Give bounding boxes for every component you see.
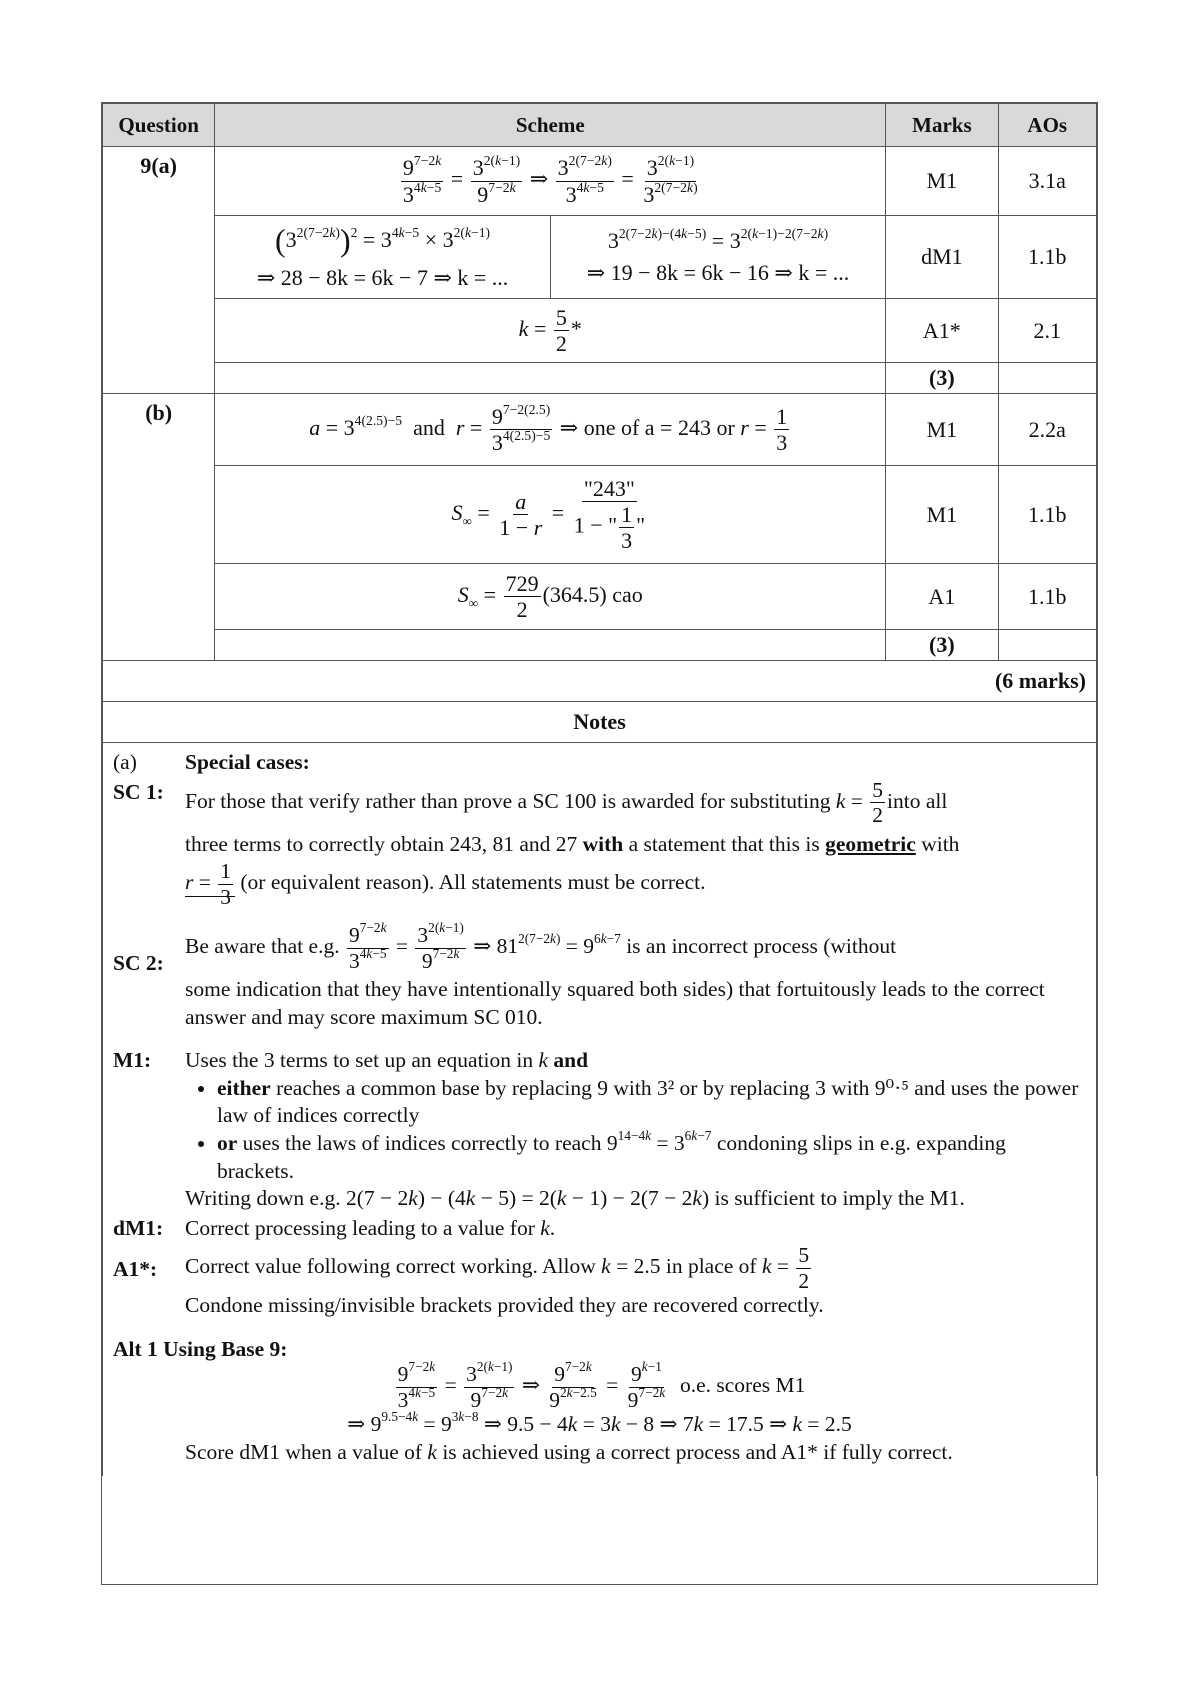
mark-scheme-table bbox=[102, 103, 1097, 1476]
note-sc2: SC 2: Be aware that e.g. $\frac{9^{7-2k}}{3^{4k-5}}$ = $\frac{3^{2(k-1)}}{9^{7-2k}}$ ⇒ $81^{2(7-2k)} = 9^{6k-7}$ is an incorrect process (without some indication that they have intentionally squared both sides) that fortuitously leads to the correct answer and may score maximum SC 010. bbox=[113, 920, 1045, 1029]
marks-cell: M1 bbox=[886, 394, 998, 466]
scheme-row bbox=[103, 299, 1097, 363]
scheme-left: $(3^{2(7-2k)})^2 = 3^{4k-5} \times 3^{2(k-1)}$ ⇒ 28 − 8k = 6k − 7 ⇒ k = ... bbox=[215, 216, 550, 298]
subtotal-marks: (3) bbox=[886, 363, 998, 394]
alt-equation: $\frac{9^{7-2k}}{3^{4k-5}}$ = $\frac{3^{2(k-1)}}{9^{7-2k}}$ ⇒ $\frac{9^{7-2k}}{9^{2k-2.5}}$ = $\frac{9^{k-1}}{9^{7-2k}}$ o.e. scores M1 bbox=[397, 1359, 806, 1412]
alt-equation-2: ⇒ $9^{9.5-4k} = 9^{3k-8}$ ⇒ 9.5 − 4k = 3k − 8 ⇒ 7k = 17.5 ⇒ k = 2.5 bbox=[347, 1409, 852, 1437]
ao-cell: 2.2a bbox=[998, 394, 1096, 466]
header-question: Question bbox=[103, 104, 215, 147]
alt-final: Score dM1 when a value of k is achieved using a correct process and A1* if fully correct. bbox=[185, 1439, 953, 1464]
ao-cell: 3.1a bbox=[998, 147, 1096, 216]
scheme-cell bbox=[215, 564, 886, 630]
scheme-cell-split bbox=[215, 216, 886, 299]
marks-cell: A1 bbox=[886, 564, 998, 630]
scheme-row bbox=[103, 394, 1097, 466]
subtotal-marks: (3) bbox=[886, 630, 998, 661]
equation: $\frac{9^{7-2k}}{3^{4k-5}}$ = $\frac{3^{2(k-1)}}{9^{7-2k}}$ ⇒ $\frac{3^{2(7-2k)}}{3^{4k-5}}$ = $\frac{3^{2(k-1)}}{3^{2(7-2k)}}$ bbox=[402, 153, 698, 207]
scheme-right: $3^{2(7-2k)-(4k-5)} = 3^{2(k-1)-2(7-2k)}$ ⇒ 19 − 8k = 6k − 16 ⇒ k = ... bbox=[586, 225, 850, 285]
note-a1: A1*: Correct value following correct working. Allow k = 2.5 in place of k = $\frac{5}{2}$ Condone missing/invisible brackets provided they are recovered correctly. bbox=[113, 1243, 824, 1318]
scheme-row bbox=[103, 466, 1097, 564]
marks-cell: M1 bbox=[886, 147, 998, 216]
notes-title: Notes bbox=[103, 702, 1097, 743]
marks-cell: M1 bbox=[886, 466, 998, 564]
header-marks: Marks bbox=[886, 104, 998, 147]
equation: $S_\infty$ = $\frac{729}{2}$ (364.5) cao bbox=[457, 570, 643, 622]
mark-scheme-frame bbox=[101, 102, 1098, 1585]
scheme-row bbox=[103, 216, 1097, 299]
ao-cell: 2.1 bbox=[998, 299, 1096, 363]
header-aos: AOs bbox=[998, 104, 1096, 147]
ao-cell: 1.1b bbox=[998, 466, 1096, 564]
marks-cell: dM1 bbox=[886, 216, 998, 299]
equation: $a = 3^{4(2.5)-5}$ and r = $\frac{9^{7-2(2.5)}}{3^{4(2.5)-5}}$ ⇒ one of a = 243 or r = $\frac{1}{3}$ bbox=[309, 401, 788, 455]
equation: $S_\infty$ = $\frac{a}{1 - r}$ = "243" 1 − " $\frac{1}{3}$ " bbox=[451, 475, 646, 554]
notes-row bbox=[103, 743, 1097, 1477]
subtotal-row bbox=[103, 363, 1097, 394]
subtotal-row bbox=[103, 630, 1097, 661]
question-label: 9(a) bbox=[103, 147, 215, 394]
total-marks: (6 marks) bbox=[103, 661, 1097, 702]
note-m1: M1: Uses the 3 terms to set up an equation in k and • either reaches a common base by replacing 9 with 3² or by replacing 3 with 9⁰·⁵ and uses the power law of indices correctly • or uses the laws of indices correctly to reach $9^{14-4k} = 3^{6k-7}$ condoning slips in e.g. expanding brackets. Writing down e.g. 2(7 − 2k) − (4k − 5) = 2(k − 1) − 2(7 − 2k) is sufficient to imply the M1. bbox=[113, 1047, 1086, 1212]
scheme-cell bbox=[215, 466, 886, 564]
equation: k = $\frac{5}{2}$ * bbox=[518, 304, 582, 356]
ao-cell: 1.1b bbox=[998, 564, 1096, 630]
scheme-cell bbox=[215, 299, 886, 363]
header-row bbox=[103, 104, 1097, 147]
scheme-cell bbox=[215, 394, 886, 466]
header-scheme: Scheme bbox=[215, 104, 886, 147]
question-label: (b) bbox=[103, 394, 215, 661]
scheme-row bbox=[103, 147, 1097, 216]
notes-header-row bbox=[103, 702, 1097, 743]
total-row bbox=[103, 661, 1097, 702]
ao-cell: 1.1b bbox=[998, 216, 1096, 299]
notes-body: (a) Special cases: SC 1: For those that verify rather than prove a SC 100 is awarded for substituting k = $\frac{5}{2}$ into all three terms to correctly obtain 243, 81 and 27 with a statement that this is geometric with r = $\frac{1}{3}$ (or equivalent reason). All statements must be correct. SC 2: Be aware that e.g. $\frac{9^{7-2k}}{3^{4k-5}}$ = $\frac{3^{2(k-1)}}{9^{7-2k}}$ ⇒ $81^{2(7-2k)} = 9^{6k-7}$ is an incorrect process (without some indication that they have intentionally squared both sides) that fortuitously leads to the correct answer and may score maximum SC 010. M1: Uses the 3 terms to set up an equation in k and • either reaches a common base by replacing 9 with 3² or by replacing 3 with 9⁰·⁵ and uses the power law of indices correctly • or uses the laws of indices correctly to reach $9^{14-4k} = 3^{6k-7}$ condoning slips in e.g. expanding brackets. Writing down e.g. 2(7 − 2k) − (4k − 5) = 2(k − 1) − 2(7 − 2k) is sufficient to imply the M1. dM1: Correct processing leading to a value for k. A1*: Correct value following correct working. Allow k = 2.5 in place of k = $\frac{5}{2}$ Condone missing/invisible brackets provided they are recovered correctly. Alt 1 Using Base 9: $\frac{9^{7-2k}}{3^{4k-5}}$ = $\frac{3^{2(k-1)}}{9^{7-2k}}$ ⇒ $\frac{9^{7-2k}}{9^{2k-2.5}}$ = $\frac{9^{k-1}}{9^{7-2k}}$ o.e. scores M1 ⇒ $9^{9.5-4k} = 9^{3k-8}$ ⇒ 9.5 − 4k = 3k − 8 ⇒ 7k = 17.5 ⇒ k = 2.5 Score dM1 when a value of k is achieved using a correct process and A1* if fully correct. bbox=[103, 743, 1096, 1476]
note-sc1: SC 1: For those that verify rather than prove a SC 100 is awarded for substituting k = $\frac{5}{2}$ into all three terms to correctly obtain 243, 81 and 27 with a statement that this is geometric with r = $\frac{1}{3}$ (or equivalent reason). All statements must be correct. bbox=[113, 777, 960, 909]
note-dm1: dM1: Correct processing leading to a value for k. bbox=[113, 1215, 556, 1240]
marks-cell: A1* bbox=[886, 299, 998, 363]
scheme-cell bbox=[215, 147, 886, 216]
alt-title: Alt 1 Using Base 9: bbox=[113, 1336, 288, 1361]
scheme-row bbox=[103, 564, 1097, 630]
